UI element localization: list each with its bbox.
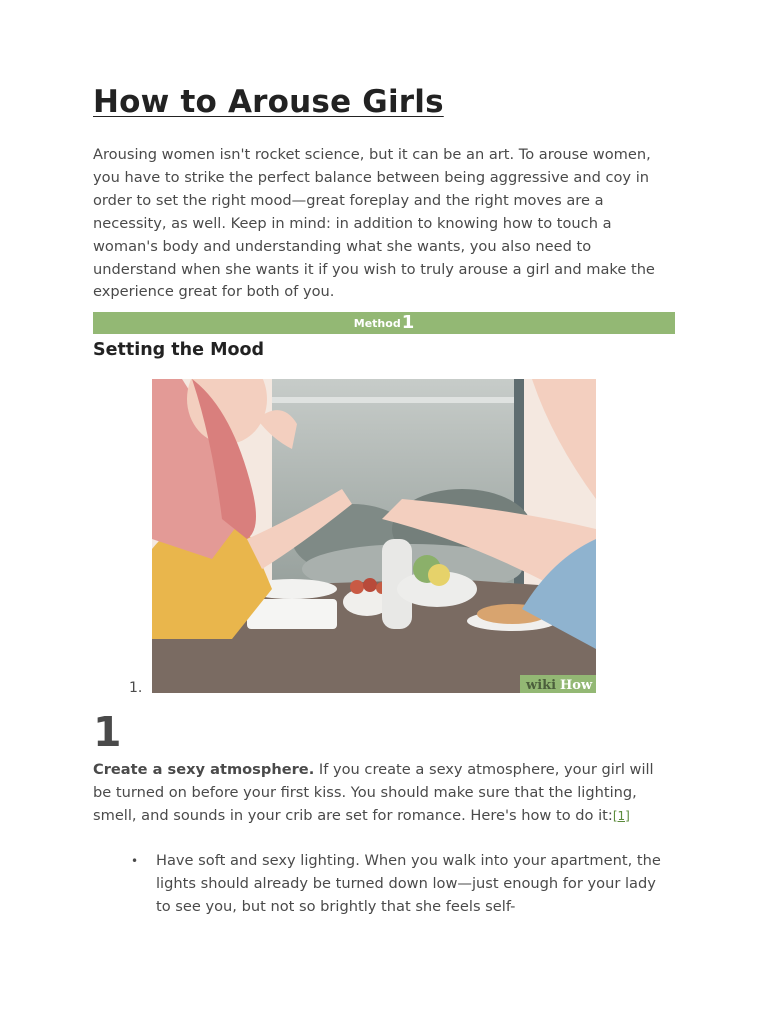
step-bullet-list [131,850,675,919]
method-number: 1 [401,312,415,333]
list-item [131,850,675,919]
bullet-icon: • [131,854,139,868]
method-title: Setting the Mood [93,340,265,360]
watermark-wiki: wiki [526,678,557,693]
bullet-text: Have soft and sexy lighting. When you walk into your apartment, the lights should already be turned down low—just enough for your lady to see you, but not so brightly that she feels self- [156,852,661,915]
step-number: 1 [93,708,122,756]
step-paragraph [93,759,675,828]
page-title: How to Arouse Girls [93,84,444,120]
method-label: Method [353,316,401,330]
watermark-how: How [560,678,593,693]
step-illustration [152,379,596,693]
intro-paragraph: Arousing women isn't rocket science, but it can be an art. To arouse women, you have to strike the perfect balance between being aggressive and coy in order to set the right mood—great foreplay and the right moves are a necessity, as well. Keep in mind: in addition to knowing how to touch a woman's body and understanding what she wants, you also need to understand when she wants it if you wish to truly arouse a girl and make the experience great for both of you. [93,146,655,301]
method-header-bar [93,312,675,334]
list-marker: 1. [129,680,143,696]
step-body: If you create a sexy atmosphere, your girl will be turned on before your first kiss. You should make sure that the lighting, smell, and sounds in your crib are set for romance. Here's how to do it: [93,761,654,824]
reference-link[interactable]: [1] [612,808,630,823]
step-bold-title: Create a sexy atmosphere. [93,761,315,778]
